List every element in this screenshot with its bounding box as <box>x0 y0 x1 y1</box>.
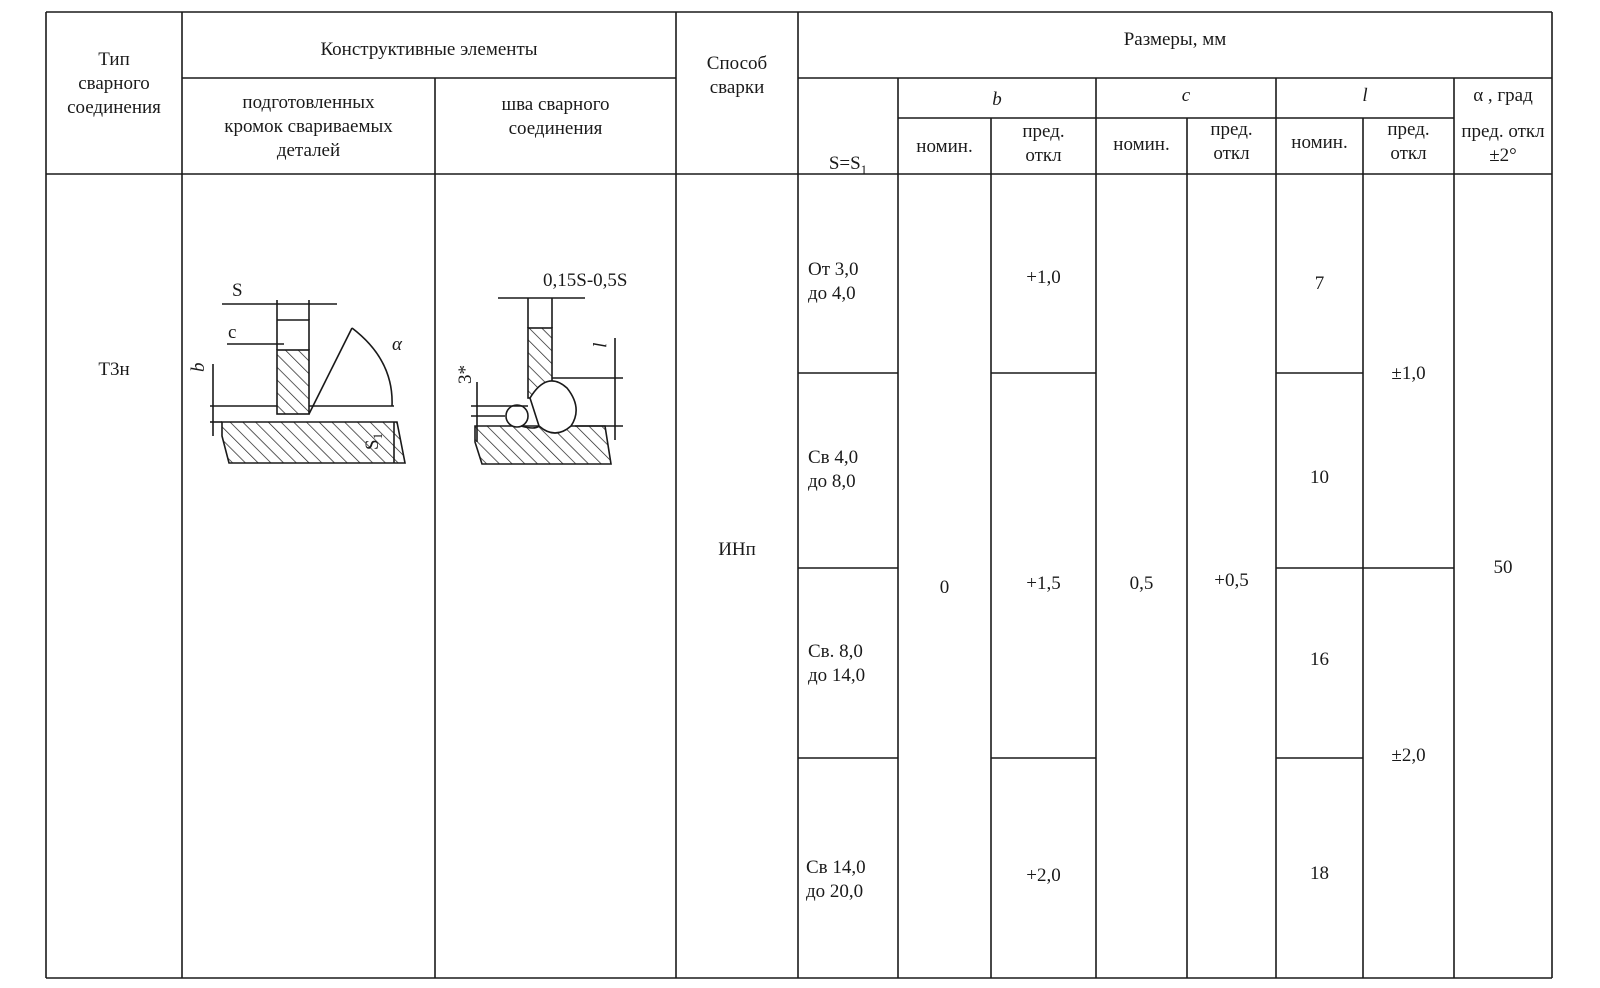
header-c-nominal: номин. <box>1113 134 1170 155</box>
header-alpha-deviation: пред. откл ±2° <box>1461 121 1545 166</box>
header-alpha-group: α , град <box>1473 85 1533 106</box>
header-dimensions: Размеры, мм <box>1123 29 1227 50</box>
c-nominal-value: 0,5 <box>1129 573 1154 594</box>
thickness-range-row-2: Св 4,0 до 8,0 <box>808 447 859 492</box>
header-thickness <box>798 128 898 182</box>
header-thickness-sub: 1 <box>860 161 868 177</box>
drawing-label-s: S <box>232 280 243 301</box>
header-b-deviation: пред. откл <box>1022 121 1065 166</box>
drawing-label-s1-sub: 1 <box>370 432 385 440</box>
header-c-group: c <box>1181 85 1191 106</box>
weld-seam-drawing <box>435 260 676 490</box>
b-deviation-value-3: +2,0 <box>1026 865 1061 886</box>
thickness-range-row-3: Св. 8,0 до 14,0 <box>808 641 866 686</box>
b-deviation-value-1: +1,0 <box>1026 267 1061 288</box>
drawing-label-leg: 0,15S-0,5S <box>543 270 628 291</box>
header-l-deviation: пред. откл <box>1387 119 1430 164</box>
b-deviation-value-2: +1,5 <box>1026 573 1061 594</box>
header-structural-elements: Конструктивные элементы <box>320 39 538 60</box>
b-nominal-value: 0 <box>939 577 950 598</box>
header-l-group: l <box>1362 85 1368 106</box>
l-nominal-value-1: 7 <box>1314 273 1325 294</box>
drawing-label-c: c <box>228 322 237 343</box>
header-b-group: b <box>992 89 1002 110</box>
drawing-label-3star: 3* <box>455 365 476 384</box>
alpha-value: 50 <box>1493 557 1513 578</box>
header-weld-seam: шва сварного соединения <box>501 94 610 139</box>
l-deviation-value-2: ±2,0 <box>1391 745 1426 766</box>
drawing-label-alpha: α <box>392 334 402 355</box>
drawing-label-s1-main: S <box>362 439 383 450</box>
header-c-deviation: пред. откл <box>1210 119 1253 164</box>
header-welding-method: Способ сварки <box>706 53 768 98</box>
welding-method-value: ИНп <box>718 539 756 560</box>
drawing-label-b: b <box>188 362 209 372</box>
l-nominal-value-2: 10 <box>1310 467 1329 488</box>
l-deviation-value-1: ±1,0 <box>1391 363 1426 384</box>
thickness-range-row-1: От 3,0 до 4,0 <box>808 259 859 304</box>
header-joint-type: Тип сварного соединения <box>67 49 161 118</box>
header-b-nominal: номин. <box>916 136 973 157</box>
thickness-range-row-4: Св 14,0 до 20,0 <box>806 857 866 902</box>
header-thickness-label: S=S <box>828 153 861 174</box>
header-l-nominal: номин. <box>1291 132 1348 153</box>
c-deviation-value: +0,5 <box>1214 570 1249 591</box>
edge-preparation-drawing <box>182 260 435 490</box>
joint-type-value: Т3н <box>98 359 130 380</box>
l-nominal-value-3: 16 <box>1310 649 1329 670</box>
header-prepared-edges: подготовленных кромок свариваемых деталей <box>224 92 393 161</box>
drawing-label-l: l <box>588 342 609 348</box>
l-nominal-value-4: 18 <box>1310 863 1329 884</box>
